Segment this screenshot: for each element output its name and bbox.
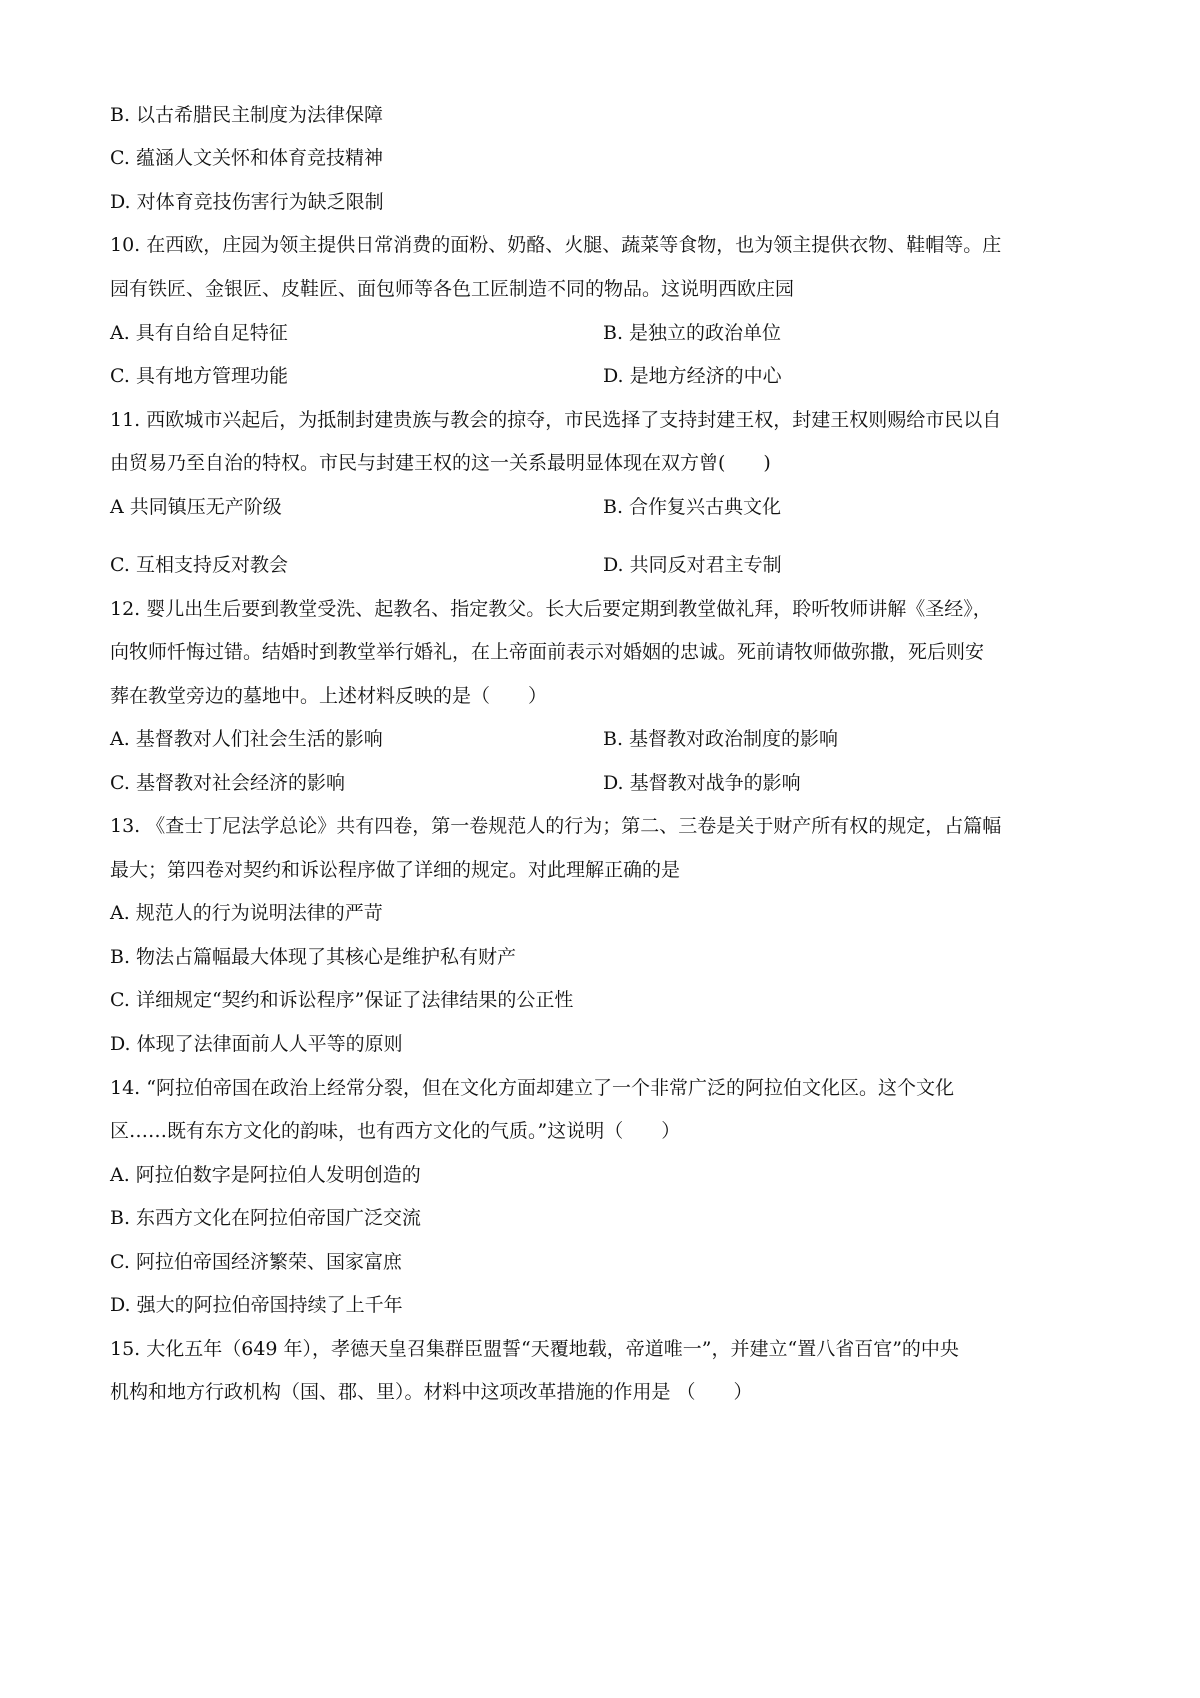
- q15-stem-line2: 机构和地方行政机构（国、郡、里）。材料中这项改革措施的作用是 （ ）: [110, 1381, 753, 1403]
- q9-option-c: C. 蕴涵人文关怀和体育竞技精神: [110, 147, 383, 169]
- q12-option-d: D. 基督教对战争的影响: [603, 772, 801, 794]
- q13-option-c: C. 详细规定“契约和诉讼程序”保证了法律结果的公正性: [110, 989, 574, 1011]
- q13-option-d: D. 体现了法律面前人人平等的原则: [110, 1033, 403, 1055]
- q9-option-d: D. 对体育竞技伤害行为缺乏限制: [110, 191, 384, 213]
- q13-stem-line2: 最大；第四卷对契约和诉讼程序做了详细的规定。对此理解正确的是: [110, 859, 681, 881]
- q11-option-c: C. 互相支持反对教会: [110, 554, 288, 576]
- q10-option-b: B. 是独立的政治单位: [603, 322, 782, 344]
- q10-stem-line1: 10. 在西欧，庄园为领主提供日常消费的面粉、奶酪、火腿、蔬菜等食物，也为领主提供衣物、鞋帽等。庄: [110, 234, 1002, 256]
- q14-option-d: D. 强大的阿拉伯帝国持续了上千年: [110, 1294, 403, 1316]
- q12-option-c: C. 基督教对社会经济的影响: [110, 772, 345, 794]
- q13-stem-line1: 13. 《查士丁尼法学总论》共有四卷，第一卷规范人的行为；第二、三卷是关于财产所有权的规定，占篇幅: [110, 815, 1002, 837]
- q14-stem-line1: 14. “阿拉伯帝国在政治上经常分裂，但在文化方面却建立了一个非常广泛的阿拉伯文化区。这个文化: [110, 1077, 954, 1099]
- q14-option-a: A. 阿拉伯数字是阿拉伯人发明创造的: [110, 1164, 421, 1186]
- q10-option-a: A. 具有自给自足特征: [110, 322, 288, 344]
- q13-option-a: A. 规范人的行为说明法律的严苛: [110, 902, 383, 924]
- q10-stem-line2: 园有铁匠、金银匠、皮鞋匠、面包师等各色工匠制造不同的物品。这说明西欧庄园: [110, 278, 795, 300]
- q15-stem-line1: 15. 大化五年（649 年），孝德天皇召集群臣盟誓“天覆地载，帝道唯一”，并建立“置八省百官”的中央: [110, 1338, 959, 1360]
- q11-stem-line2: 由贸易乃至自治的特权。市民与封建王权的这一关系最明显体现在双方曾( ): [110, 452, 771, 474]
- q10-option-c: C. 具有地方管理功能: [110, 365, 288, 387]
- q11-option-b: B. 合作复兴古典文化: [603, 496, 782, 518]
- q14-option-b: B. 东西方文化在阿拉伯帝国广泛交流: [110, 1207, 422, 1229]
- q10-option-d: D. 是地方经济的中心: [603, 365, 782, 387]
- q11-option-d: D. 共同反对君主专制: [603, 554, 782, 576]
- q14-option-c: C. 阿拉伯帝国经济繁荣、国家富庶: [110, 1251, 402, 1273]
- q12-stem-line1: 12. 婴儿出生后要到教堂受洗、起教名、指定教父。长大后要定期到教堂做礼拜，聆听牧师讲解《圣经》，: [110, 598, 992, 620]
- q12-option-a: A. 基督教对人们社会生活的影响: [110, 728, 383, 750]
- q13-option-b: B. 物法占篇幅最大体现了其核心是维护私有财产: [110, 946, 517, 968]
- q12-stem-line2: 向牧师忏悔过错。结婚时到教堂举行婚礼，在上帝面前表示对婚姻的忠诚。死前请牧师做弥撒，死后则安: [110, 641, 985, 663]
- q14-stem-line2: 区……既有东方文化的韵味，也有西方文化的气质。”这说明（ ）: [110, 1120, 681, 1142]
- q11-stem-line1: 11. 西欧城市兴起后，为抵制封建贵族与教会的掠夺，市民选择了支持封建王权，封建王权则赐给市民以自: [110, 409, 1002, 431]
- q12-option-b: B. 基督教对政治制度的影响: [603, 728, 839, 750]
- q11-option-a: A 共同镇压无产阶级: [110, 496, 282, 518]
- q9-option-b: B. 以古希腊民主制度为法律保障: [110, 104, 384, 126]
- q12-stem-line3: 葬在教堂旁边的墓地中。上述材料反映的是（ ）: [110, 685, 548, 707]
